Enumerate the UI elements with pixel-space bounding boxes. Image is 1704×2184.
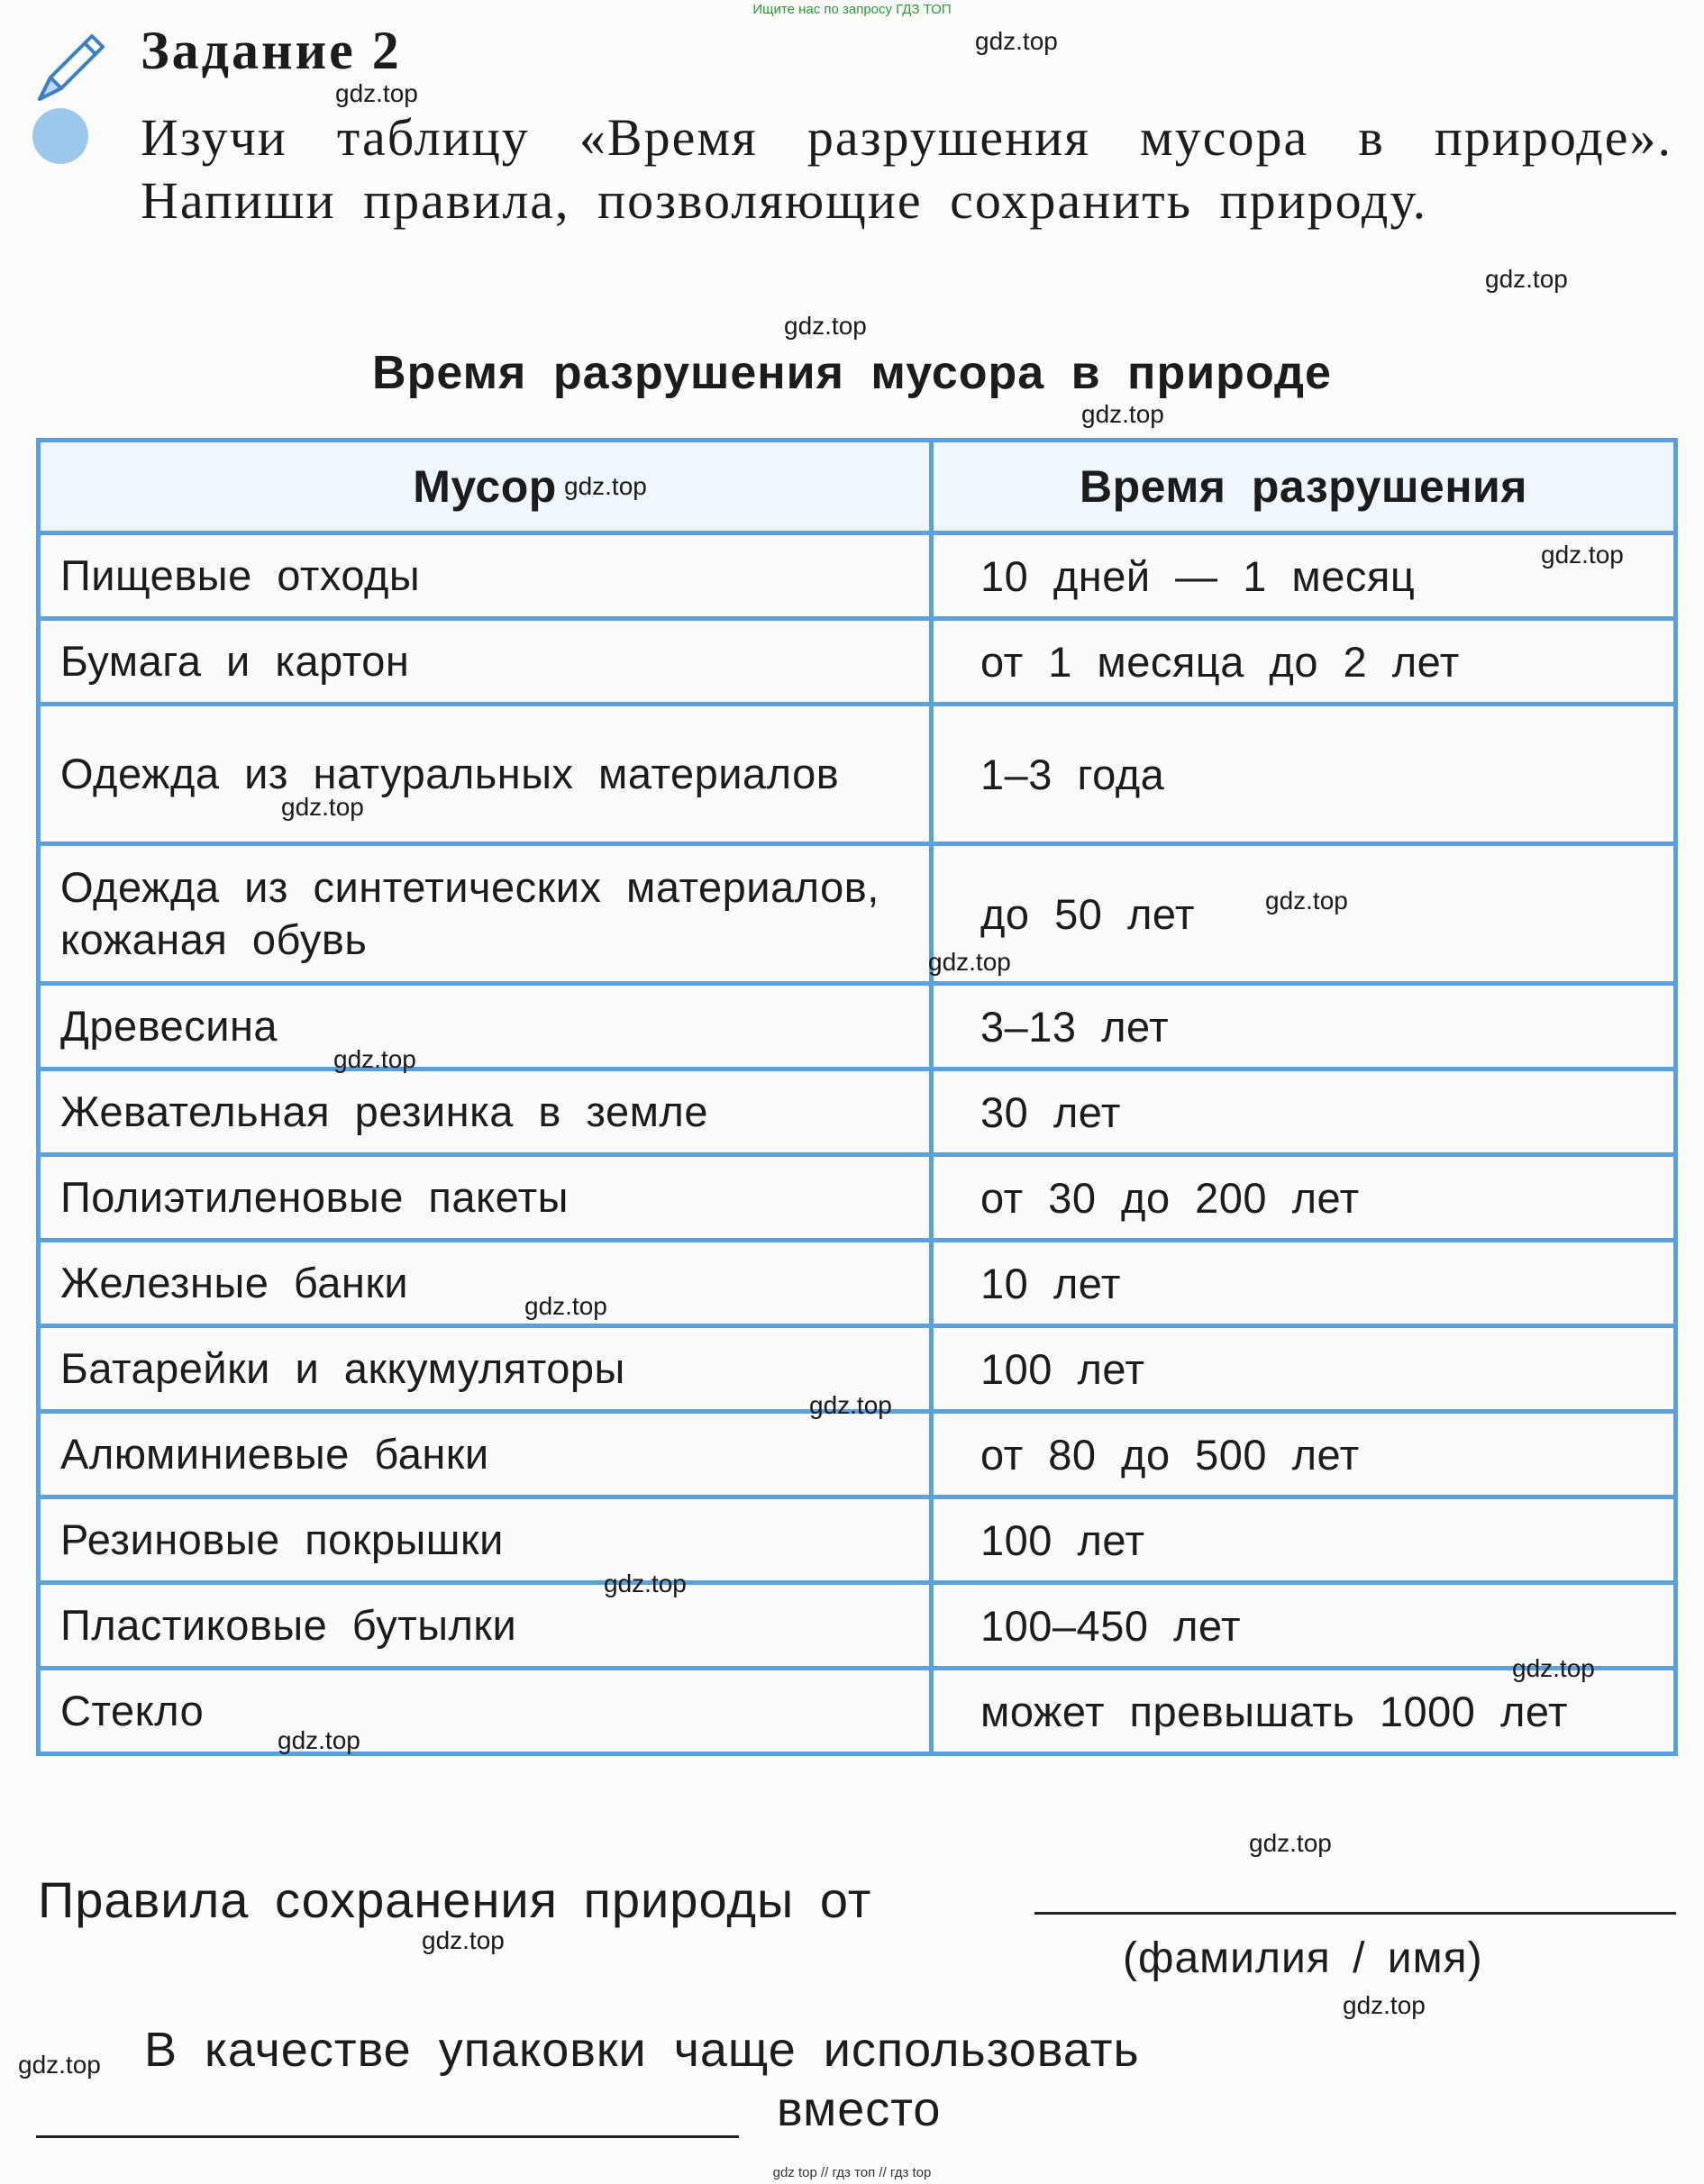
header-waste: Мусор [39,441,932,533]
watermark: gdz.top [18,2051,101,2079]
task-text: Изучи таблицу «Время разрушения мусора в природе». Напиши правила, позволяющие сохранить природу. [141,108,1672,230]
time-cell: от 80 до 500 лет [932,1412,1676,1497]
table-title: Время разрушения мусора в природе [372,347,1332,399]
waste-cell: Железные банки [39,1241,932,1326]
watermark: gdz.top [1249,1829,1332,1857]
time-cell: от 1 месяца до 2 лет [932,619,1676,705]
header-decomposition-time: Время разрушения [932,441,1676,533]
waste-cell: Древесина [39,984,932,1069]
waste-cell: Жевательная резинка в земле [39,1069,932,1155]
watermark: gdz.top [928,948,1011,976]
name-answer-line[interactable] [1034,1912,1676,1915]
watermark: gdz.top [1081,400,1164,428]
waste-cell: Пластиковые бутылки [39,1583,932,1669]
waste-cell: Полиэтиленовые пакеты [39,1155,932,1241]
table-row [39,1069,1676,1155]
watermark: gdz.top [1541,541,1624,569]
waste-cell: Батарейки и аккумуляторы [39,1326,932,1412]
table-row [39,619,1676,705]
watermark: gdz.top [784,312,867,340]
watermark: gdz.top [281,793,364,821]
table-row [39,533,1676,619]
waste-cell: Пищевые отходы [39,533,932,619]
waste-cell: Одежда из синтетических материалов, кожаная обувь [39,844,932,984]
bullet-dot-icon [32,108,88,164]
watermark: gdz.top [975,27,1058,55]
table-row [39,1412,1676,1497]
time-cell: 1–3 года [932,705,1676,844]
table-row [39,705,1676,844]
task-title: Задание 2 [141,21,402,80]
packaging-answer-line[interactable] [36,2135,739,2138]
table-row [39,1497,1676,1583]
watermark: gdz.top [809,1391,892,1419]
watermark: gdz.top [333,1045,416,1073]
time-cell: 100 лет [932,1326,1676,1412]
time-cell: может превышать 1000 лет [932,1669,1676,1754]
watermark: gdz.top [278,1726,360,1754]
waste-cell: Бумага и картон [39,619,932,705]
top-banner: Ищите нас по запросу ГДЗ ТОП [752,2,952,17]
waste-cell: Резиновые покрышки [39,1497,932,1583]
waste-cell: Алюминиевые банки [39,1412,932,1497]
table-row [39,1583,1676,1669]
watermark: gdz.top [564,472,647,500]
time-cell: до 50 лет [932,844,1676,984]
table-row [39,844,1676,984]
waste-table [36,438,1678,1756]
name-hint: (фамилия / имя) [1123,1934,1483,1982]
watermark: gdz.top [1485,265,1568,293]
time-cell: 100–450 лет [932,1583,1676,1669]
watermark: gdz.top [1512,1654,1595,1682]
table-header-row [39,441,1676,533]
watermark: gdz.top [1265,887,1348,915]
time-cell: 10 дней — 1 месяц [932,533,1676,619]
waste-cell: Стекло [39,1669,932,1754]
table-row [39,1241,1676,1326]
time-cell: 30 лет [932,1069,1676,1155]
time-cell: от 30 до 200 лет [932,1155,1676,1241]
watermark: gdz.top [524,1292,607,1320]
time-cell: 3–13 лет [932,984,1676,1069]
table-row [39,1155,1676,1241]
watermark: gdz.top [604,1570,687,1597]
table-row [39,984,1676,1069]
rules-title: Правила сохранения природы от [38,1871,872,1928]
bottom-banner: gdz top // гдз топ // гдз top [772,2165,932,2180]
watermark: gdz.top [335,79,418,107]
watermark: gdz.top [1343,1991,1426,2019]
waste-cell: Одежда из натуральных материалов [39,705,932,844]
packaging-label: В качестве упаковки чаще использовать [144,2023,1140,2077]
pencil-icon [31,25,114,108]
instead-label: вместо [777,2082,942,2136]
time-cell: 10 лет [932,1241,1676,1326]
time-cell: 100 лет [932,1497,1676,1583]
watermark: gdz.top [422,1926,505,1954]
